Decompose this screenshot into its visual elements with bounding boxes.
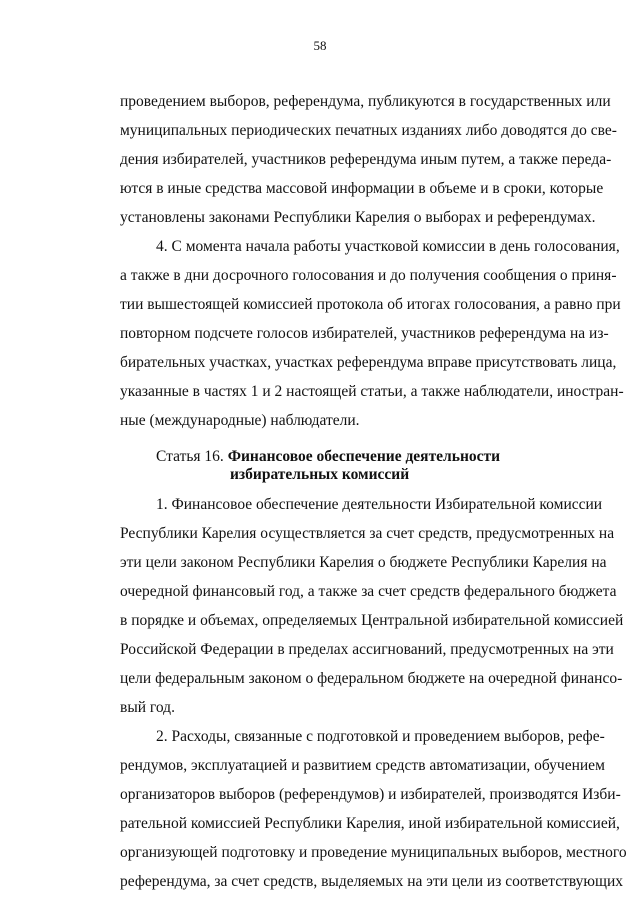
text-line: установлены законами Республики Карелия о выборах и референдумах. [120, 209, 596, 226]
text-line: проведением выборов, референдума, публикуются в государственных или [120, 93, 611, 110]
text-line: референдума, за счет средств, выделяемых на эти цели из соответствующих [120, 873, 623, 890]
text-line: а также в дни досрочного голосования и до получения сообщения о приня- [120, 267, 617, 284]
article-heading-line-1 [156, 448, 500, 466]
text-line: организаторов выборов (референдумов) и избирателей, производятся Изби- [120, 786, 621, 803]
text-line: повторном подсчете голосов избирателей, участников референдума на из- [120, 325, 609, 342]
article-heading-line-2 [230, 466, 409, 484]
text-line: бирательных участках, участках референдума вправе присутствовать лица, [120, 354, 617, 371]
text-line: 4. С момента начала работы участковой комиссии в день голосования, [156, 238, 620, 255]
text-line: организующей подготовку и проведение муниципальных выборов, местного [120, 844, 627, 861]
text-line: 1. Финансовое обеспечение деятельности Избирательной комиссии [156, 496, 603, 513]
text-line: очередной финансовый год, а также за счет средств федерального бюджета [120, 583, 617, 600]
text-line: рендумов, эксплуатацией и развитием средств автоматизации, обучением [120, 757, 605, 774]
text-line: в порядке и объемах, определяемых Центральной избирательной комиссией [120, 612, 624, 629]
text-line: Российской Федерации в пределах ассигнований, предусмотренных на эти [120, 641, 614, 658]
text-line: цели федеральным законом о федеральном бюджете на очередной финансо- [120, 670, 623, 687]
article-title: Финансовое обеспечение деятельности [227, 448, 501, 465]
text-line: Республики Карелия осуществляется за счет средств, предусмотренных на [120, 525, 615, 542]
article-prefix: Статья 16. [156, 448, 224, 465]
text-line: рательной комиссией Республики Карелия, иной избирательной комиссией, [120, 815, 620, 832]
text-line: дения избирателей, участников референдума иным путем, а также переда- [120, 151, 612, 168]
text-line: эти цели законом Республики Карелия о бюджете Республики Карелия на [120, 554, 607, 571]
text-line: ные (международные) наблюдатели. [120, 412, 360, 429]
text-line: вый год. [120, 699, 175, 716]
text-line: муниципальных периодических печатных изданиях либо доводятся до све- [120, 122, 617, 139]
text-line: 2. Расходы, связанные с подготовкой и проведением выборов, рефе- [156, 728, 605, 745]
article-title-continuation: избирательных комиссий [230, 466, 410, 483]
text-line: указанные в частях 1 и 2 настоящей статьи, а также наблюдатели, иностран- [120, 383, 624, 400]
text-line: ются в иные средства массовой информации в объеме и в сроки, которые [120, 180, 604, 197]
page-number: 58 [313, 38, 327, 53]
text-line: тии вышестоящей комиссией протокола об итогах голосования, а равно при [120, 296, 621, 313]
